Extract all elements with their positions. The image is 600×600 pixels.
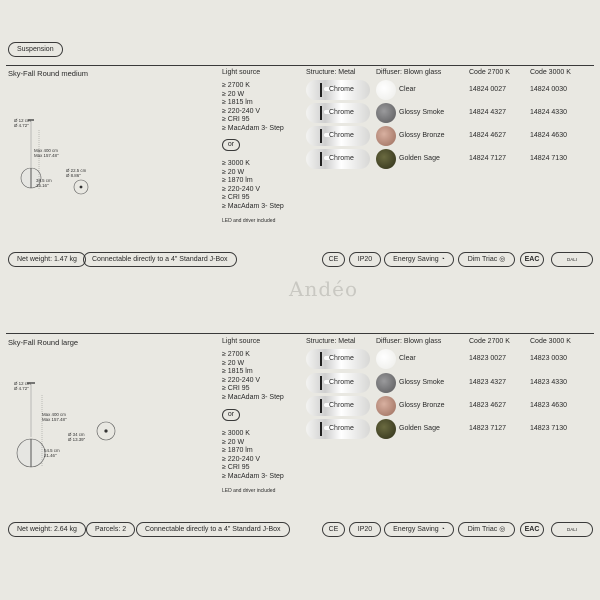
code-2700: 14824 4627 xyxy=(469,132,506,139)
led-note: LED and driver included xyxy=(222,218,276,224)
code-2700: 14824 7127 xyxy=(469,155,506,162)
dim-label: Dim Triac xyxy=(467,526,498,533)
dim-canopy xyxy=(14,118,31,128)
code-2700: 14823 0027 xyxy=(469,355,506,362)
spec-line: ≥ 1815 lm xyxy=(222,99,253,107)
jbox-tag: Connectable directly to a 4" Standard J-Box xyxy=(136,522,290,537)
code-3000: 14824 0030 xyxy=(530,86,567,93)
code-2700: 14824 4327 xyxy=(469,109,506,116)
spec-line: ≥ 1870 lm xyxy=(222,447,253,455)
code-2700: 14823 4627 xyxy=(469,402,506,409)
ce-badge: CE xyxy=(322,522,345,537)
light-spec-3000 xyxy=(222,160,284,212)
spec-line: ≥ CRI 95 xyxy=(222,194,250,202)
glass-sage-swatch xyxy=(376,419,396,439)
or-separator: or xyxy=(222,409,240,421)
energy-label: Energy Saving xyxy=(393,256,439,263)
leaf-icon: ◔ xyxy=(440,256,445,263)
spec-line: ≥ 1815 lm xyxy=(222,368,253,376)
spec-line: ≥ 2700 K xyxy=(222,82,250,89)
dim-canopy xyxy=(14,381,31,391)
structure-label: Chrome xyxy=(329,425,354,432)
energy-label: Energy Saving xyxy=(393,526,439,533)
spec-line: ≥ 3000 K xyxy=(222,430,250,437)
dim-max-text: Max 400 cm Max 157.48" xyxy=(34,148,59,158)
dim-max xyxy=(42,412,67,422)
dim-height xyxy=(44,448,60,458)
col-diffuser: Diffuser: Blown glass xyxy=(376,69,442,76)
diffuser-label: Glossy Bronze xyxy=(399,402,445,409)
net-weight-tag: Net weight: 1.47 kg xyxy=(8,252,86,267)
spec-line: ≥ 20 W xyxy=(222,359,245,367)
spec-line: ≥ CRI 95 xyxy=(222,116,250,124)
code-2700: 14823 7127 xyxy=(469,425,506,432)
eac-badge: EAC xyxy=(520,252,544,267)
ce-badge: CE xyxy=(322,252,345,267)
dali-badge: DALI xyxy=(551,522,593,537)
dim-max-text: Max 400 cm Max 157.48" xyxy=(42,412,67,422)
glass-smoke-swatch xyxy=(376,103,396,123)
diffuser-label: Clear xyxy=(399,355,416,362)
light-spec-2700 xyxy=(222,351,284,403)
dali-badge: DALI xyxy=(551,252,593,267)
spec-line: ≥ 220-240 V xyxy=(222,455,261,463)
structure-label: Chrome xyxy=(329,379,354,386)
code-3000: 14823 7130 xyxy=(530,425,567,432)
spec-line: ≥ MacAdam 3- Step xyxy=(222,202,284,210)
col-structure: Structure: Metal xyxy=(306,69,356,76)
col-light-source: Light source xyxy=(222,69,261,76)
diffuser-label: Glossy Smoke xyxy=(399,109,445,116)
col-code-2700: Code 2700 K xyxy=(469,338,510,345)
ip20-badge: IP20 xyxy=(349,252,381,267)
dim-diameter-text: Ø 22.5 cm Ø 8.86" xyxy=(66,168,87,178)
category-tag: Suspension xyxy=(8,42,63,57)
leaf-icon: ◔ xyxy=(440,526,445,533)
dim-triac-badge xyxy=(458,252,515,267)
dim-canopy-text: Ø 12 cm Ø 4.72" xyxy=(14,118,31,128)
dim-canopy-text: Ø 12 cm Ø 4.72" xyxy=(14,381,31,391)
dim-max xyxy=(34,148,59,158)
dimension-diagram xyxy=(8,375,118,495)
structure-label: Chrome xyxy=(329,402,354,409)
net-weight-tag: Net weight: 2.64 kg xyxy=(8,522,86,537)
glass-sage-swatch xyxy=(376,149,396,169)
spec-line: ≥ 1870 lm xyxy=(222,177,253,185)
spec-line: ≥ MacAdam 3- Step xyxy=(222,472,284,480)
code-3000: 14823 4330 xyxy=(530,379,567,386)
light-spec-2700 xyxy=(222,82,284,134)
parcels-tag: Parcels: 2 xyxy=(86,522,135,537)
energy-saving-badge xyxy=(384,522,454,537)
dim-icon: ◎ xyxy=(499,526,506,533)
structure-label: Chrome xyxy=(329,355,354,362)
dim-label: Dim Triac xyxy=(467,256,498,263)
glass-clear-swatch xyxy=(376,349,396,369)
divider xyxy=(6,333,594,334)
code-2700: 14824 0027 xyxy=(469,86,506,93)
glass-bronze-swatch xyxy=(376,396,396,416)
spec-line: ≥ 20 W xyxy=(222,90,245,98)
glass-clear-swatch xyxy=(376,80,396,100)
dim-diameter xyxy=(66,168,86,178)
diffuser-label: Golden Sage xyxy=(399,425,440,432)
structure-label: Chrome xyxy=(329,109,354,116)
spec-line: ≥ MacAdam 3- Step xyxy=(222,124,284,132)
watermark-logo: Andéo xyxy=(289,277,359,301)
col-code-2700: Code 2700 K xyxy=(469,69,510,76)
eac-badge: EAC xyxy=(520,522,544,537)
led-note: LED and driver included xyxy=(222,488,276,494)
code-3000: 14824 7130 xyxy=(530,155,567,162)
col-code-3000: Code 3000 K xyxy=(530,69,571,76)
spec-line: ≥ 20 W xyxy=(222,438,245,446)
dim-diameter xyxy=(68,432,85,442)
spec-line: ≥ 220-240 V xyxy=(222,185,261,193)
spec-line: ≥ MacAdam 3- Step xyxy=(222,393,284,401)
dim-diameter-text: Ø 34 cm Ø 13.39" xyxy=(68,432,86,442)
code-2700: 14823 4327 xyxy=(469,379,506,386)
spec-line: ≥ 220-240 V xyxy=(222,107,261,115)
structure-label: Chrome xyxy=(329,86,354,93)
spec-line: ≥ 20 W xyxy=(222,168,245,176)
col-diffuser: Diffuser: Blown glass xyxy=(376,338,442,345)
dim-height xyxy=(36,178,52,188)
glass-bronze-swatch xyxy=(376,126,396,146)
col-light-source: Light source xyxy=(222,338,261,345)
product-title: Sky-Fall Round large xyxy=(8,338,79,347)
divider xyxy=(6,65,594,66)
dim-height-text: 38.5 cm 15.16" xyxy=(36,178,52,188)
dim-icon: ◎ xyxy=(499,256,506,263)
light-spec-3000 xyxy=(222,430,284,482)
code-3000: 14823 0030 xyxy=(530,355,567,362)
ip20-badge: IP20 xyxy=(349,522,381,537)
or-separator: or xyxy=(222,139,240,151)
diffuser-label: Glossy Bronze xyxy=(399,132,445,139)
code-3000: 14823 4630 xyxy=(530,402,567,409)
jbox-tag: Connectable directly to a 4" Standard J-Box xyxy=(83,252,237,267)
energy-saving-badge xyxy=(384,252,454,267)
dim-triac-badge xyxy=(458,522,515,537)
spec-line: ≥ 220-240 V xyxy=(222,376,261,384)
diffuser-label: Golden Sage xyxy=(399,155,440,162)
code-3000: 14824 4630 xyxy=(530,132,567,139)
code-3000: 14824 4330 xyxy=(530,109,567,116)
dim-height-text: 54.5 cm 21.46" xyxy=(44,448,60,458)
col-structure: Structure: Metal xyxy=(306,338,356,345)
diffuser-label: Glossy Smoke xyxy=(399,379,445,386)
structure-label: Chrome xyxy=(329,132,354,139)
spec-line: ≥ 3000 K xyxy=(222,160,250,167)
col-code-3000: Code 3000 K xyxy=(530,338,571,345)
glass-smoke-swatch xyxy=(376,373,396,393)
spec-line: ≥ 2700 K xyxy=(222,351,250,358)
diffuser-label: Clear xyxy=(399,86,416,93)
product-title: Sky-Fall Round medium xyxy=(8,69,89,78)
spec-line: ≥ CRI 95 xyxy=(222,385,250,393)
structure-label: Chrome xyxy=(329,155,354,162)
spec-line: ≥ CRI 95 xyxy=(222,464,250,472)
